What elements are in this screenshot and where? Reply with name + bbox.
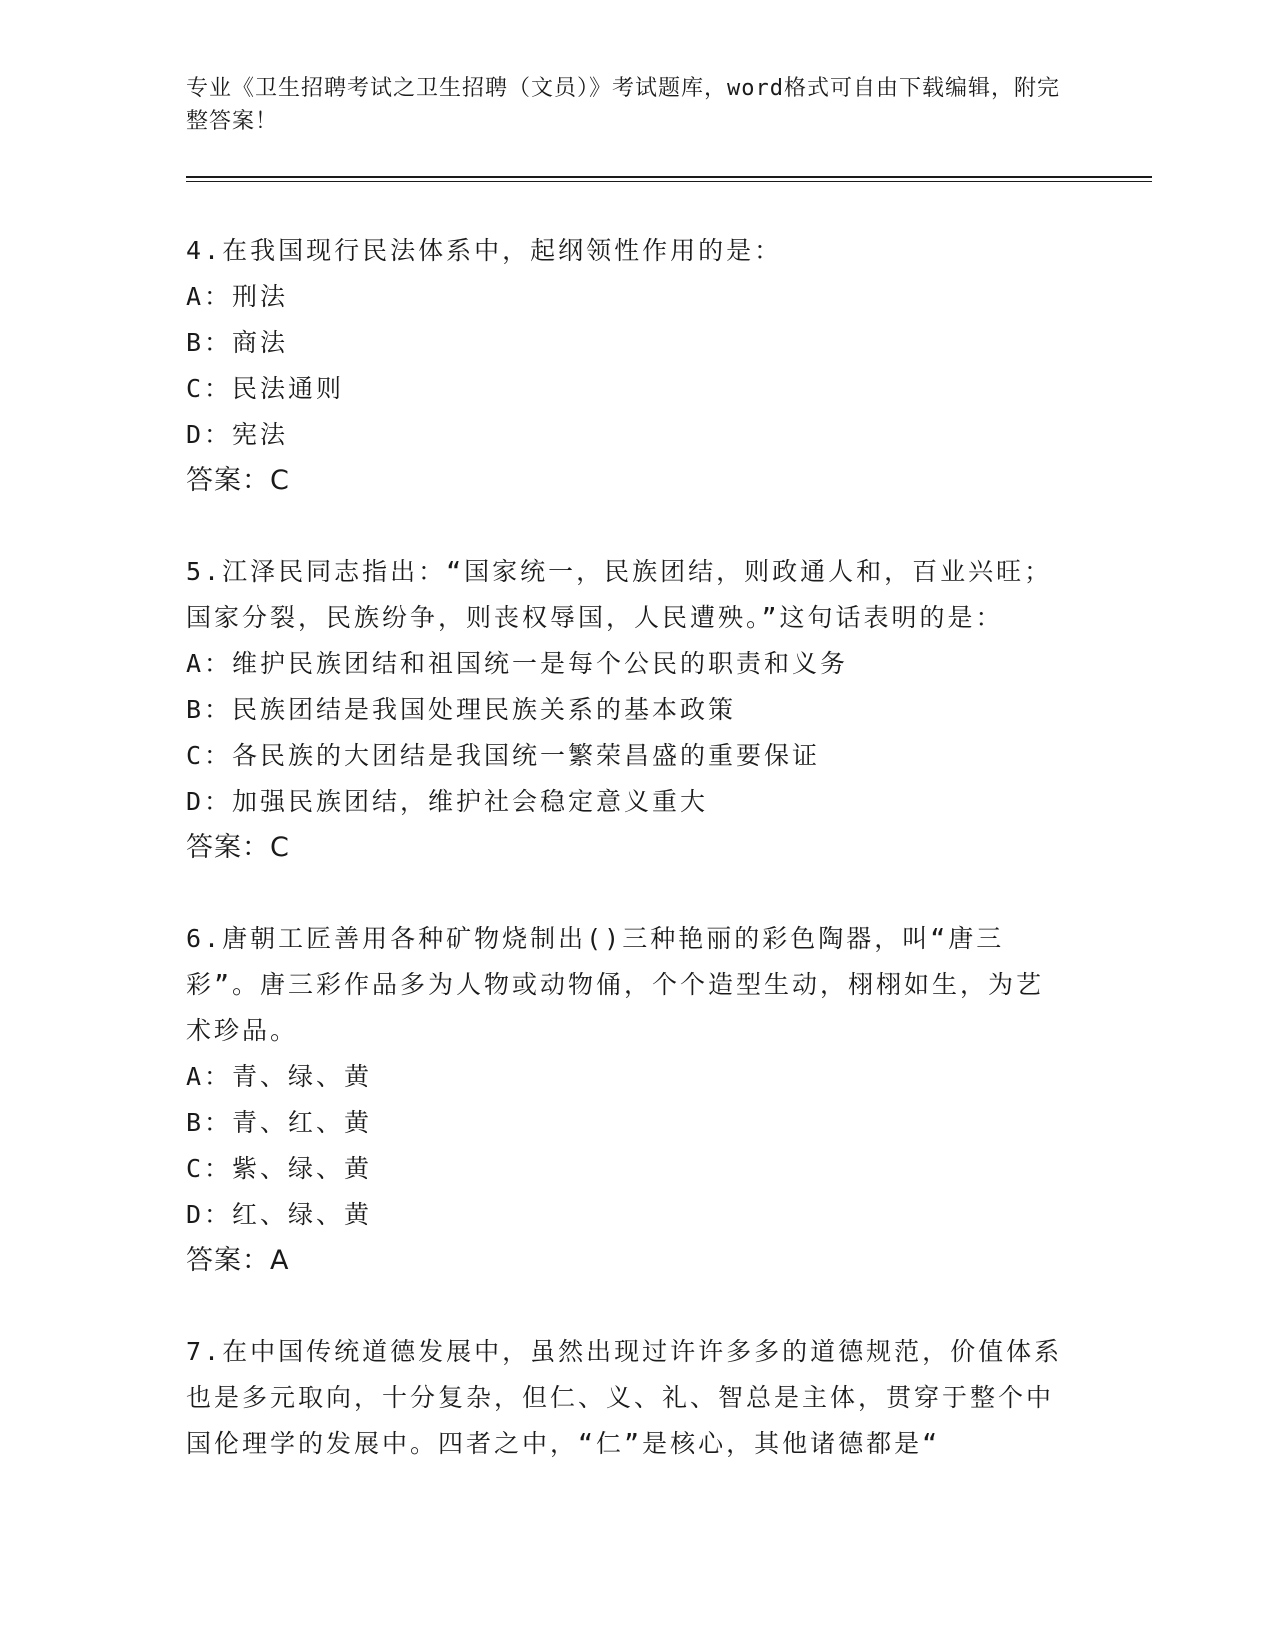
question-stem: 5.江泽民同志指出：“国家统一，民族团结，则政通人和，百业兴旺；国家分裂，民族纷争，则丧权辱国，人民遭殃。”这句话表明的是：	[186, 557, 1053, 632]
header-divider	[186, 176, 1152, 182]
question-6	[186, 916, 1066, 1284]
option-b: B：商法	[186, 328, 289, 357]
answer: 答案：C	[186, 832, 290, 863]
option-d: D：加强民族团结，维护社会稳定意义重大	[186, 787, 709, 816]
option-c: C：紫、绿、黄	[186, 1154, 373, 1183]
option-a: A：维护民族团结和祖国统一是每个公民的职责和义务	[186, 649, 849, 678]
answer: 答案：C	[186, 465, 290, 496]
option-d: D：红、绿、黄	[186, 1200, 373, 1229]
option-c: C：民法通则	[186, 374, 345, 403]
question-5	[186, 549, 1066, 871]
option-a: A：青、绿、黄	[186, 1062, 373, 1091]
option-d: D：宪法	[186, 420, 289, 449]
question-stem: 6.唐朝工匠善用各种矿物烧制出()三种艳丽的彩色陶器，叫“唐三彩”。唐三彩作品多为人物或动物俑，个个造型生动，栩栩如生，为艺术珍品。	[186, 924, 1045, 1045]
option-b: B：青、红、黄	[186, 1108, 373, 1137]
option-c: C：各民族的大团结是我国统一繁荣昌盛的重要保证	[186, 741, 821, 770]
question-4	[186, 228, 1066, 504]
question-list	[186, 228, 1066, 1512]
document-header: 专业《卫生招聘考试之卫生招聘（文员）》考试题库，word格式可自由下载编辑，附完整答案！	[186, 76, 1060, 134]
question-7	[186, 1329, 1066, 1467]
option-a: A：刑法	[186, 282, 289, 311]
option-b: B：民族团结是我国处理民族关系的基本政策	[186, 695, 737, 724]
question-stem: 4.在我国现行民法体系中，起纲领性作用的是：	[186, 236, 783, 265]
question-stem: 7.在中国传统道德发展中，虽然出现过许许多多的道德规范，价值体系也是多元取向，十分复杂，但仁、义、礼、智总是主体，贯穿于整个中国伦理学的发展中。四者之中，“仁”是核心，其他诸德都是“	[186, 1337, 1063, 1458]
answer: 答案：A	[186, 1245, 290, 1276]
